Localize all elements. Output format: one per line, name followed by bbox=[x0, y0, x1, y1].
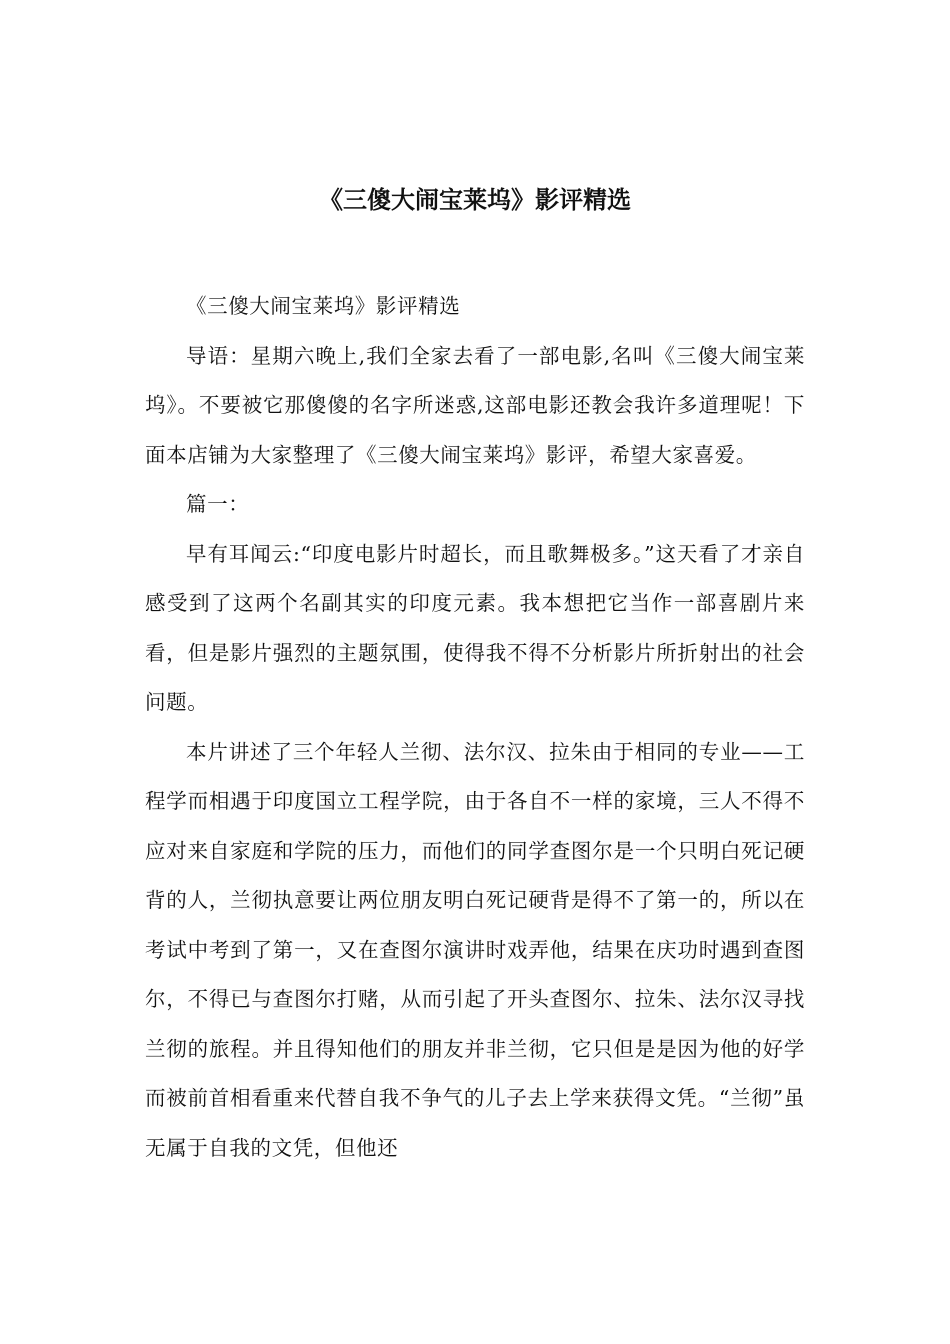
paragraph-review-2: 本片讲述了三个年轻人兰彻、法尔汉、拉朱由于相同的专业——工程学而相遇于印度国立工程学院，由于各自不一样的家境，三人不得不应对来自家庭和学院的压力，而他们的同学查图尔是一个只明白死记硬背的人，兰彻执意要让两位朋友明白死记硬背是得不了第一的，所以在考试中考到了第一，又在查图尔演讲时戏弄他，结果在庆功时遇到查图尔，不得已与查图尔打赌，从而引起了开头查图尔、拉朱、法尔汉寻找兰彻的旅程。并且得知他们的朋友并非兰彻，它只但是是因为他的好学而被前首相看重来代替自我不争气的儿子去上学来获得文凭。“兰彻”虽无属于自我的文凭，但他还 bbox=[145, 739, 805, 1160]
paragraph-review-1: 早有耳闻云:“印度电影片时超长，而且歌舞极多。”这天看了才亲自感受到了这两个名副其实的印度元素。我本想把它当作一部喜剧片来看，但是影片强烈的主题氛围，使得我不得不分析影片所折射出的社会问题。 bbox=[145, 541, 805, 714]
document-body bbox=[145, 282, 805, 1173]
paragraph-section-heading: 篇一： bbox=[186, 492, 250, 516]
document-title: 《三傻大闹宝莱坞》影评精选 bbox=[319, 186, 631, 214]
paragraph-subtitle: 《三傻大闹宝莱坞》影评精选 bbox=[186, 294, 461, 318]
paragraph-intro: 导语：星期六晚上,我们全家去看了一部电影,名叫《三傻大闹宝莱坞》。不要被它那傻傻的名字所迷惑,这部电影还教会我许多道理呢！下面本店铺为大家整理了《三傻大闹宝莱坞》影评，希望大家喜爱。 bbox=[145, 343, 805, 467]
